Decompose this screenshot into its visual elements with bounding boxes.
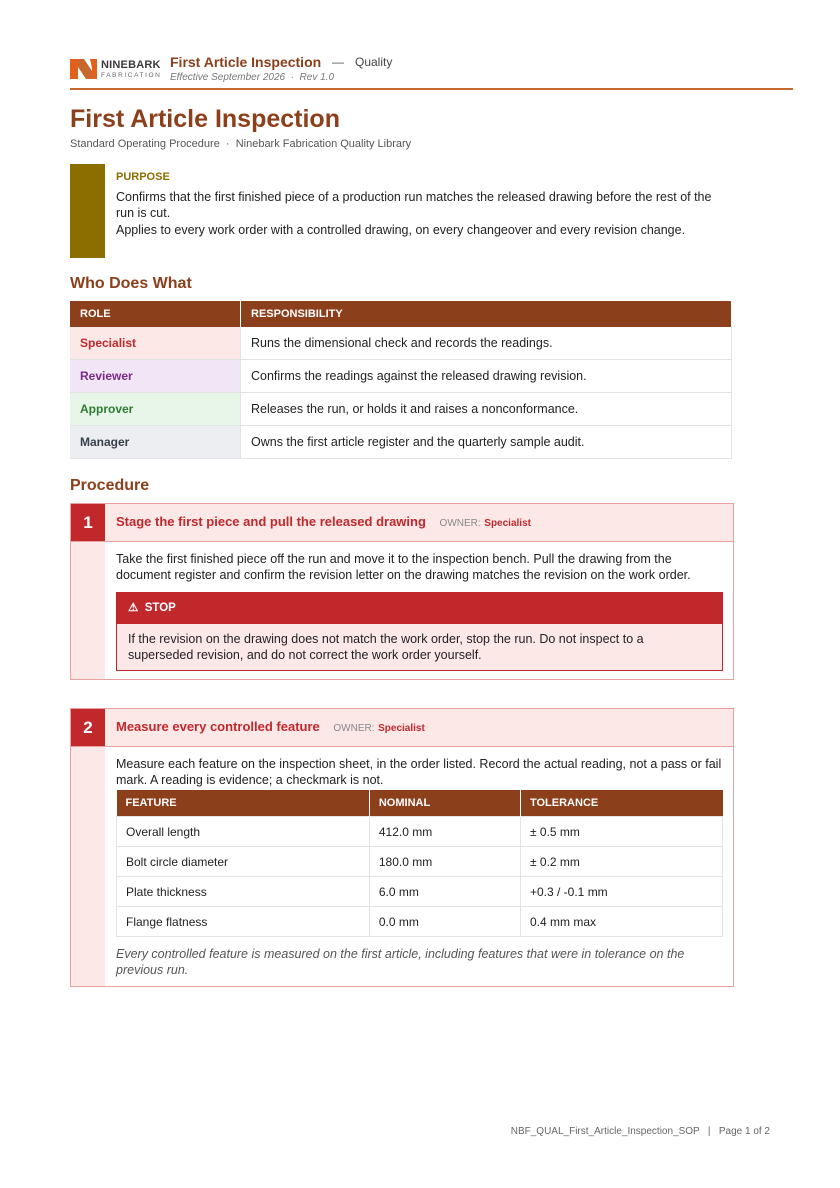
feature-cell: Bolt circle diameter [117, 847, 370, 877]
nominal-cell: 180.0 mm [369, 847, 520, 877]
header-doc-title: First Article Inspection [170, 54, 322, 70]
purpose-line: Applies to every work order with a controlled drawing, on every changeover and every revision change. [116, 223, 686, 237]
step-note: Every controlled feature is measured on the first article, including features that were in tolerance on the previous run. [116, 947, 685, 977]
procedure-heading: Procedure [70, 477, 150, 494]
purpose-callout [70, 164, 732, 258]
step-body [116, 747, 723, 986]
page-title: First Article Inspection [70, 105, 340, 133]
table-row [70, 426, 732, 459]
table-row [117, 907, 723, 937]
feature-column-header: FEATURE [117, 790, 370, 817]
header-effective: Effective September 2026 [170, 72, 286, 83]
warning-icon: ⚠ [128, 602, 139, 614]
footer-filename: NBF_QUAL_First_Article_Inspection_SOP [510, 1126, 700, 1137]
feature-table [116, 790, 723, 937]
role-cell: Specialist [70, 327, 241, 360]
role-cell: Reviewer [70, 360, 241, 393]
owner-label: OWNER: [439, 518, 481, 529]
purpose-label: PURPOSE [116, 171, 170, 183]
nominal-cell: 6.0 mm [369, 877, 520, 907]
table-row [117, 817, 723, 847]
tolerance-cell: 0.4 mm max [520, 907, 722, 937]
header-dot: · [290, 72, 294, 83]
tolerance-cell: +0.3 / -0.1 mm [520, 877, 722, 907]
table-row [70, 393, 732, 426]
step-number: 1 [71, 504, 105, 541]
table-row [117, 847, 723, 877]
owner-value: Specialist [378, 723, 425, 734]
stop-header [117, 593, 722, 624]
nominal-cell: 0.0 mm [369, 907, 520, 937]
header-dash: — [332, 55, 344, 69]
step-number: 2 [71, 709, 105, 746]
owner-label: OWNER: [333, 723, 375, 734]
step-title: Measure every controlled feature [116, 719, 320, 734]
step-text: Measure each feature on the inspection sheet, in the order listed. Record the actual reading, not a pass or fail mark. A reading is evidence; a checkmark is not. [116, 757, 722, 787]
feature-header-row [117, 790, 723, 817]
tolerance-cell: ± 0.2 mm [520, 847, 722, 877]
table-row [70, 360, 732, 393]
footer-page-number: Page 1 of 2 [718, 1126, 770, 1137]
header-revision: Rev 1.0 [299, 72, 335, 83]
roles-table [70, 301, 732, 459]
feature-cell: Plate thickness [117, 877, 370, 907]
stop-callout [116, 592, 723, 671]
step-header [71, 709, 733, 747]
role-cell: Manager [70, 426, 241, 459]
responsibility-column-header: RESPONSIBILITY [241, 301, 732, 327]
logo-name: NINEBARK [101, 59, 161, 71]
header-effective-line [170, 72, 334, 83]
nominal-cell: 412.0 mm [369, 817, 520, 847]
who-does-what-heading: Who Does What [70, 275, 192, 292]
step-text: Take the first finished piece off the run and move it to the inspection bench. Pull the drawing from the document register and confirm the revision letter on the drawing matches the revision on the work order. [116, 552, 691, 582]
purpose-text [116, 189, 726, 239]
stop-label: STOP [144, 602, 176, 614]
procedure-step-2 [70, 708, 734, 987]
step-gutter [71, 542, 105, 679]
roles-header-row [70, 301, 732, 327]
document-header [70, 52, 793, 90]
page-footer [511, 1126, 770, 1137]
step-header [71, 504, 733, 542]
responsibility-cell: Releases the run, or holds it and raises a nonconformance. [241, 393, 732, 426]
feature-cell: Overall length [117, 817, 370, 847]
step-gutter [71, 747, 105, 986]
stop-text: If the revision on the drawing does not match the work order, stop the run. Do not inspect to a superseded revision, and do not correct the work order yourself. [128, 632, 644, 662]
procedure-step-1 [70, 503, 734, 680]
logo-sub: FABRICATION [101, 72, 162, 79]
feature-cell: Flange flatness [117, 907, 370, 937]
role-cell: Approver [70, 393, 241, 426]
step-title: Stage the first piece and pull the released drawing [116, 514, 426, 529]
responsibility-cell: Confirms the readings against the released drawing revision. [241, 360, 732, 393]
purpose-line: Confirms that the first finished piece of a production run matches the released drawing before the rest of the run is cut. [116, 190, 712, 220]
tolerance-column-header: TOLERANCE [520, 790, 722, 817]
nominal-column-header: NOMINAL [369, 790, 520, 817]
step-body [116, 542, 723, 679]
step-title-line [116, 514, 531, 529]
purpose-accent-bar [70, 164, 105, 258]
step-title-line [116, 719, 425, 734]
owner-value: Specialist [484, 518, 531, 529]
header-department: Quality [355, 55, 393, 69]
responsibility-cell: Runs the dimensional check and records the readings. [241, 327, 732, 360]
footer-separator: | [707, 1126, 711, 1137]
ninebark-logo [70, 55, 170, 83]
responsibility-cell: Owns the first article register and the quarterly sample audit. [241, 426, 732, 459]
table-row [70, 327, 732, 360]
page-subtitle: Standard Operating Procedure · Ninebark Fabrication Quality Library [70, 138, 412, 150]
role-column-header: ROLE [70, 301, 241, 327]
tolerance-cell: ± 0.5 mm [520, 817, 722, 847]
table-row [117, 877, 723, 907]
ninebark-logo-icon [70, 56, 98, 82]
